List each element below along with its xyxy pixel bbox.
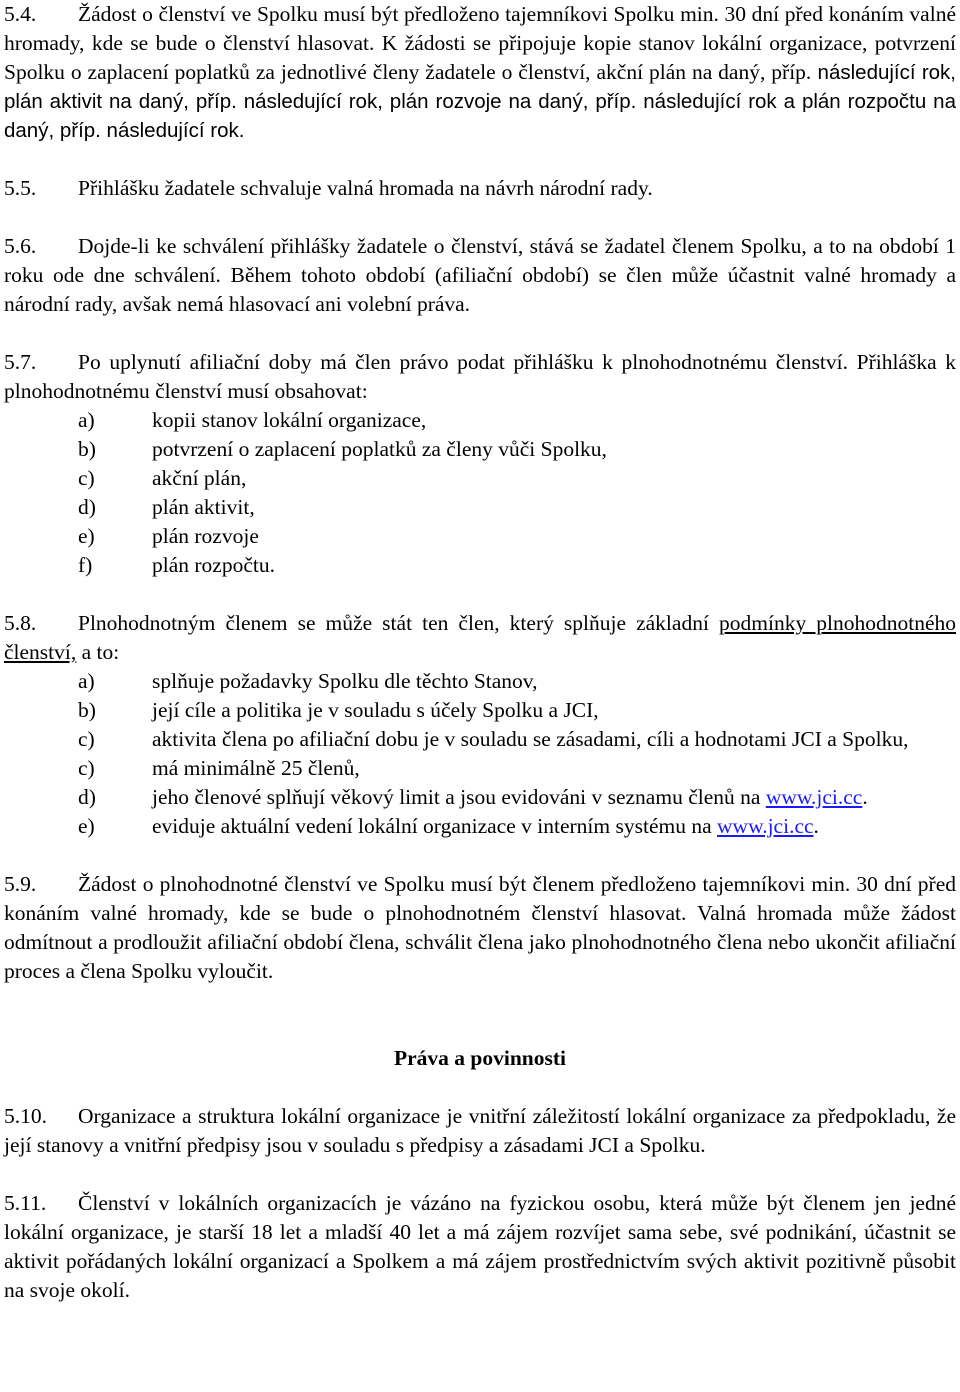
paragraph-text-sans: následující rok, plán aktivit na daný, příp. následující rok, plán rozvoje na daný, příp. následující rok a plán rozpočtu na daný, příp. následující rok. <box>4 61 956 142</box>
paragraph-5-6 <box>4 232 956 319</box>
list-letter: c) <box>78 727 95 751</box>
paragraph-text: Dojde-li ke schválení přihlášky žadatele o členství, stává se žadatel členem Spolku, a to na období 1 roku ode dne schválení. Během tohoto období (afiliační období) se člen může účastnit valné hromady a národní rady, avšak nemá hlasovací ani volební práva. <box>4 234 956 316</box>
paragraph-5-5 <box>4 174 956 203</box>
list-item <box>4 406 956 435</box>
list-letter: e) <box>78 814 95 838</box>
list-item <box>4 696 956 725</box>
paragraph-5-10 <box>4 1102 956 1160</box>
paragraph-text: Žádost o členství ve Spolku musí být předloženo tajemníkovi Spolku min. 30 dní před konáním valné hromady, kde se bude o členství hlasovat. K žádosti se připojuje kopie stanov lokální organizace, potvrzení Spolku o zaplacení poplatků za jednotlivé členy žadatele o členství, akční plán na daný, příp. <box>4 2 956 84</box>
list-item-text: potvrzení o zaplacení poplatků za členy vůči Spolku, <box>152 437 607 461</box>
paragraph-5-4 <box>4 0 956 145</box>
list-item <box>4 522 956 551</box>
paragraph-number: 5.5. <box>4 176 37 200</box>
list-item-text: jeho členové splňují věkový limit a jsou evidováni v seznamu členů na <box>152 785 766 809</box>
list-item-text: kopii stanov lokální organizace, <box>152 408 427 432</box>
list-item <box>4 551 956 580</box>
list-item-text: její cíle a politika je v souladu s účely Spolku a JCI, <box>152 698 599 722</box>
list-letter: b) <box>78 437 96 461</box>
paragraph-5-11 <box>4 1189 956 1305</box>
list-item <box>4 667 956 696</box>
list-item-text: splňuje požadavky Spolku dle těchto Stanov, <box>152 669 538 693</box>
paragraph-5-9 <box>4 870 956 986</box>
paragraph-number: 5.7. <box>4 350 37 374</box>
list-letter: a) <box>78 669 95 693</box>
list-item-text: plán rozpočtu. <box>152 553 275 577</box>
paragraph-5-8 <box>4 609 956 667</box>
paragraph-5-7 <box>4 348 956 406</box>
list-letter: a) <box>78 408 95 432</box>
list-item-text: plán aktivit, <box>152 495 255 519</box>
paragraph-number: 5.4. <box>4 2 37 26</box>
section-heading: Práva a povinnosti <box>393 1046 567 1070</box>
list-item-text: plán rozvoje <box>152 524 259 548</box>
paragraph-number: 5.9. <box>4 872 37 896</box>
list-item <box>4 493 956 522</box>
paragraph-number: 5.11. <box>4 1191 47 1215</box>
list-item-text: akční plán, <box>152 466 247 490</box>
paragraph-number: 5.8. <box>4 611 37 635</box>
list-item <box>4 812 956 841</box>
list-item <box>4 464 956 493</box>
paragraph-text: Organizace a struktura lokální organizace je vnitřní záležitostí lokální organizace za předpokladu, že její stanovy a vnitřní předpisy jsou v souladu s předpisy a zásadami JCI a Spolku. <box>4 1104 956 1157</box>
list-item <box>4 725 956 754</box>
list-item <box>4 783 956 812</box>
jci-link[interactable]: www.jci.cc <box>765 785 863 809</box>
list-item <box>4 435 956 464</box>
list-item-text: aktivita člena po afiliační dobu je v souladu se zásadami, cíli a hodnotami JCI a Spolku, <box>152 727 909 751</box>
paragraph-text: Žádost o plnohodnotné členství ve Spolku musí být členem předloženo tajemníkovi min. 30 dní před konáním valné hromady, kde se bude o plnohodnotném členství hlasovat. Valná hromada může žádost odmítnout a prodloužit afiliační období člena, schválit člena jako plnohodnotného člena nebo ukončit afiliační proces a člena Spolku vyloučit. <box>4 872 956 983</box>
paragraph-text: Přihlášku žadatele schvaluje valná hromada na návrh národní rady. <box>78 176 653 200</box>
paragraph-number: 5.6. <box>4 234 37 258</box>
list-item <box>4 754 956 783</box>
paragraph-text: Plnohodnotným členem se může stát ten člen, který splňuje základní <box>78 611 719 635</box>
paragraph-number: 5.10. <box>4 1104 47 1128</box>
list-letter: d) <box>78 785 96 809</box>
link-suffix: . <box>862 785 868 809</box>
paragraph-text: Členství v lokálních organizacích je vázáno na fyzickou osobu, která může být členem jen jedné lokální organizace, je starší 18 let a mladší 40 let a má zájem rozvíjet sama sebe, své podnikání, účastnit se aktivit pořádaných lokální organizací a Spolkem a má zájem prostřednictvím svých aktivit pozitivně působit na svoje okolí. <box>4 1191 956 1302</box>
list-5-7 <box>4 406 956 580</box>
paragraph-text-end: a to: <box>76 640 120 664</box>
list-letter: c) <box>78 466 95 490</box>
list-letter: d) <box>78 495 96 519</box>
list-item-text: eviduje aktuální vedení lokální organizace v interním systému na <box>152 814 718 838</box>
jci-link[interactable]: www.jci.cc <box>717 814 814 838</box>
link-suffix: . <box>813 814 819 838</box>
list-letter: c) <box>78 756 95 780</box>
list-5-8 <box>4 667 956 841</box>
list-letter: e) <box>78 524 95 548</box>
list-letter: f) <box>78 553 93 577</box>
paragraph-text: Po uplynutí afiliační doby má člen právo podat přihlášku k plnohodnotnému členství. Přihláška k plnohodnotnému členství musí obsahovat: <box>4 350 956 403</box>
list-item-text: má minimálně 25 členů, <box>152 756 360 780</box>
underlined-text: podmínky plnohodnotného členství, <box>4 611 957 664</box>
list-letter: b) <box>78 698 96 722</box>
